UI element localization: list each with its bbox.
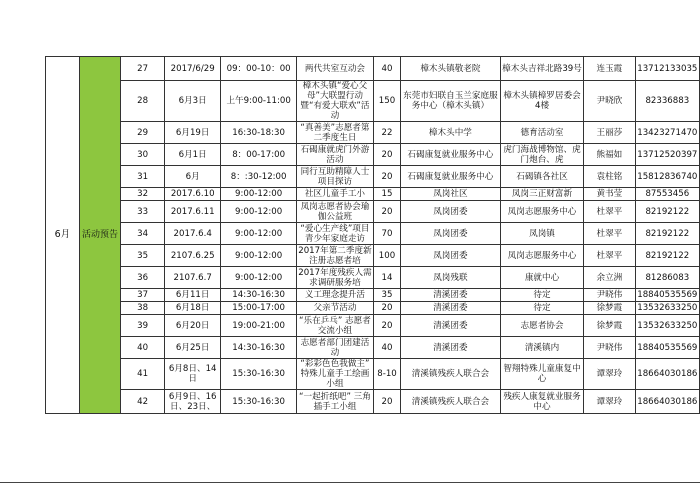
location-cell: 智翔特殊儿童康复中心 [500, 359, 583, 390]
location-cell: 康就中心 [500, 267, 583, 289]
location-cell: 残疾人康复就业服务中心 [500, 390, 583, 414]
organizer-cell: 凤岗团委 [400, 223, 500, 245]
activity-title-cell: “乐在乒乓” 志愿者交流小组 [296, 315, 373, 337]
phone-cell: 18840535569 [635, 337, 699, 359]
row-number: 36 [121, 267, 165, 289]
contact-person-cell: 王丽莎 [584, 122, 636, 144]
time-cell: 15:30-16:30 [221, 390, 296, 414]
time-cell: 9:00-12:00 [221, 223, 296, 245]
table-row [46, 245, 700, 267]
table-row [46, 315, 700, 337]
organizer-cell: 清溪团委 [400, 337, 500, 359]
row-number: 40 [121, 337, 165, 359]
participant-count-cell: 35 [374, 289, 401, 302]
date-cell: 2017.6.11 [164, 201, 221, 223]
location-cell: 虎门海战博物馆、虎门炮台、虎 [500, 144, 583, 166]
date-cell: 6月18日 [164, 302, 221, 315]
participant-count-cell: 100 [374, 245, 401, 267]
organizer-cell: 清溪团委 [400, 289, 500, 302]
table-row [46, 57, 700, 81]
activity-title-cell: 义工理念提升活 [296, 289, 373, 302]
contact-person-cell: 尹晓伟 [584, 289, 636, 302]
date-cell: 6月8日、14日 [164, 359, 221, 390]
date-cell: 2017/6/29 [164, 57, 221, 81]
row-number: 29 [121, 122, 165, 144]
table-row [46, 201, 700, 223]
location-cell: 石碣镇各社区 [500, 166, 583, 188]
contact-person-cell: 谭翠玲 [584, 359, 636, 390]
table-row [46, 390, 700, 414]
time-cell: 9:00-12:00 [221, 188, 296, 201]
participant-count-cell: 22 [374, 122, 401, 144]
contact-person-cell: 谭翠玲 [584, 390, 636, 414]
row-number: 27 [121, 57, 165, 81]
contact-person-cell: 杜翠平 [584, 245, 636, 267]
table-row [46, 81, 700, 122]
time-cell: 8：00-17:00 [221, 144, 296, 166]
phone-cell: 18840535569 [635, 289, 699, 302]
participant-count-cell: 20 [374, 315, 401, 337]
time-cell: 上午9:00-11:00 [221, 81, 296, 122]
organizer-cell: 清溪镇残疾人联合会 [400, 359, 500, 390]
activity-title-cell: “真善美”志愿者第二季度生日 [296, 122, 373, 144]
activity-title-cell: 两代共室互动会 [296, 57, 373, 81]
phone-cell: 82192122 [635, 223, 699, 245]
participant-count-cell: 20 [374, 201, 401, 223]
phone-cell: 15812836740 [635, 166, 699, 188]
date-cell: 6月11日 [164, 289, 221, 302]
activity-title-cell: “彩彩色色我做主” 特殊儿童手工绘画小组 [296, 359, 373, 390]
activity-title-cell: 社区儿童手工小 [296, 188, 373, 201]
contact-person-cell: 徐梦霞 [584, 315, 636, 337]
activity-title-cell: 2017年度残疾人需求调研服务培 [298, 267, 372, 288]
category-cell: 活动预告 [79, 57, 121, 414]
organizer-cell: 清溪镇残疾人联合会 [400, 390, 500, 414]
row-number: 42 [121, 390, 165, 414]
activity-title-cell: “爱心生产线”项目青少年家庭走访 [296, 223, 373, 245]
organizer-cell: 凤岗团委 [400, 201, 500, 223]
date-cell: 6月19日 [164, 122, 221, 144]
phone-cell: 13712133035 [635, 57, 699, 81]
row-number: 35 [121, 245, 165, 267]
time-cell: 15:00-17:00 [221, 302, 296, 315]
participant-count-cell: 150 [374, 81, 401, 122]
table-row [46, 223, 700, 245]
phone-cell: 13532633250 [635, 315, 699, 337]
contact-person-cell: 熊福如 [584, 144, 636, 166]
organizer-cell: 凤岗社区 [400, 188, 500, 201]
contact-person-cell: 尹晓伟 [584, 337, 636, 359]
activity-title-cell: 樟木头镇“爱心父母”大联盟行动暨“有爱大联欢”活动 [296, 81, 373, 122]
table-row [46, 337, 700, 359]
time-cell: 8：:30-12:00 [221, 166, 296, 188]
row-number: 28 [121, 81, 165, 122]
time-cell: 15:30-16:30 [221, 359, 296, 390]
organizer-cell: 凤岗团委 [400, 245, 500, 267]
activity-title-cell: 父亲节活动 [296, 302, 373, 315]
table-row [46, 144, 700, 166]
participant-count-cell: 70 [374, 223, 401, 245]
time-cell: 9:00-12:00 [221, 245, 296, 267]
table-row [46, 289, 700, 302]
date-cell: 6月 [164, 166, 221, 188]
phone-cell: 13712520397 [635, 144, 699, 166]
table-row [46, 302, 700, 315]
date-cell: 6月3日 [164, 81, 221, 122]
phone-cell: 81286083 [635, 267, 699, 289]
activity-title-cell: 同行互助精障人士项目探访 [296, 166, 373, 188]
contact-person-cell: 余立洲 [584, 267, 636, 289]
location-cell: 待定 [500, 289, 583, 302]
row-number: 34 [121, 223, 165, 245]
table-row [46, 359, 700, 390]
time-cell: 09：00-10：00 [221, 57, 296, 81]
organizer-cell: 樟木头中学 [400, 122, 500, 144]
activity-title-cell: 2017年第二季度新注册志愿者培 [298, 245, 372, 266]
phone-cell: 82336883 [635, 81, 699, 122]
participant-count-cell: 20 [374, 302, 401, 315]
date-cell: 2107.6.25 [164, 245, 221, 267]
participant-count-cell: 40 [374, 337, 401, 359]
table-row [46, 188, 700, 201]
phone-cell: 18664030186 [635, 390, 699, 414]
participant-count-cell: 20 [374, 144, 401, 166]
time-cell: 9:00-12:00 [221, 201, 296, 223]
row-number: 33 [121, 201, 165, 223]
row-number: 31 [121, 166, 165, 188]
date-cell: 6月9日、16日、23日、 [164, 390, 221, 414]
time-cell: 14:30-16:30 [221, 289, 296, 302]
participant-count-cell: 15 [374, 188, 401, 201]
row-number: 39 [121, 315, 165, 337]
time-cell: 16:30-18:30 [221, 122, 296, 144]
table-row [46, 122, 700, 144]
participant-count-cell: 20 [374, 166, 401, 188]
time-cell: 19:00-21:00 [221, 315, 296, 337]
organizer-cell: 东莞市妇联自玉兰家庭服务中心（樟木头镇） [400, 81, 500, 122]
contact-person-cell: 连玉霞 [584, 57, 636, 81]
date-cell: 2017.6.10 [164, 188, 221, 201]
page-bottom-line [0, 482, 700, 483]
row-number: 37 [121, 289, 165, 302]
participant-count-cell: 40 [374, 57, 401, 81]
activity-title-cell: 志愿者部门团建活动 [296, 337, 373, 359]
date-cell: 2017.6.4 [164, 223, 221, 245]
location-cell: 凤岗镇 [500, 223, 583, 245]
table-row [46, 267, 700, 289]
contact-person-cell: 尹晓欣 [584, 81, 636, 122]
phone-cell: 18664030186 [635, 359, 699, 390]
organizer-cell: 清溪团委 [400, 302, 500, 315]
time-cell: 9:00-12:00 [221, 267, 296, 289]
activity-title-cell: “一起折纸吧” 三角插手工小组 [296, 390, 373, 414]
location-cell: 凤岗志愿服务中心 [500, 201, 583, 223]
activity-table [45, 56, 700, 414]
row-number: 30 [121, 144, 165, 166]
table-row [46, 166, 700, 188]
phone-cell: 13532633250 [635, 302, 699, 315]
row-number: 38 [121, 302, 165, 315]
organizer-cell: 石碣康复就业服务中心 [400, 166, 500, 188]
activity-title-cell: 石碣康就虎门外游活动 [296, 144, 373, 166]
location-cell: 凤岗志愿服务中心 [500, 245, 583, 267]
phone-cell: 82192122 [635, 245, 699, 267]
contact-person-cell: 袁柱铭 [584, 166, 636, 188]
organizer-cell: 樟木头镇敬老院 [400, 57, 500, 81]
location-cell: 凤岗三正财富新 [500, 188, 583, 201]
organizer-cell: 凤岗残联 [400, 267, 500, 289]
date-cell: 6月25日 [164, 337, 221, 359]
phone-cell: 82192122 [635, 201, 699, 223]
contact-person-cell: 杜翠平 [584, 223, 636, 245]
organizer-cell: 清溪团委 [400, 315, 500, 337]
contact-person-cell: 黄书莹 [584, 188, 636, 201]
activity-title-cell: 凤岗志愿者协会瑜伽公益班 [296, 201, 373, 223]
participant-count-cell: 8-10 [374, 359, 401, 390]
row-number: 41 [121, 359, 165, 390]
contact-person-cell: 杜翠平 [584, 201, 636, 223]
participant-count-cell: 20 [374, 390, 401, 414]
date-cell: 6月20日 [164, 315, 221, 337]
date-cell: 6月1日 [164, 144, 221, 166]
location-cell: 志愿者协会 [500, 315, 583, 337]
location-cell: 樟木头吉祥北路39号 [500, 57, 583, 81]
month-cell: 6月 [46, 57, 80, 414]
organizer-cell: 石碣康复就业服务中心 [400, 144, 500, 166]
contact-person-cell: 徐梦霞 [584, 302, 636, 315]
location-cell: 清溪镇内 [500, 337, 583, 359]
row-number: 32 [121, 188, 165, 201]
participant-count-cell: 14 [374, 267, 401, 289]
phone-cell: 87553456 [635, 188, 699, 201]
location-cell: 德育活动室 [500, 122, 583, 144]
phone-cell: 13423271470 [635, 122, 699, 144]
date-cell: 2107.6.7 [164, 267, 221, 289]
time-cell: 14:30-16:30 [221, 337, 296, 359]
location-cell: 待定 [500, 302, 583, 315]
location-cell: 樟木头镇樟罗居委会4楼 [500, 81, 583, 122]
